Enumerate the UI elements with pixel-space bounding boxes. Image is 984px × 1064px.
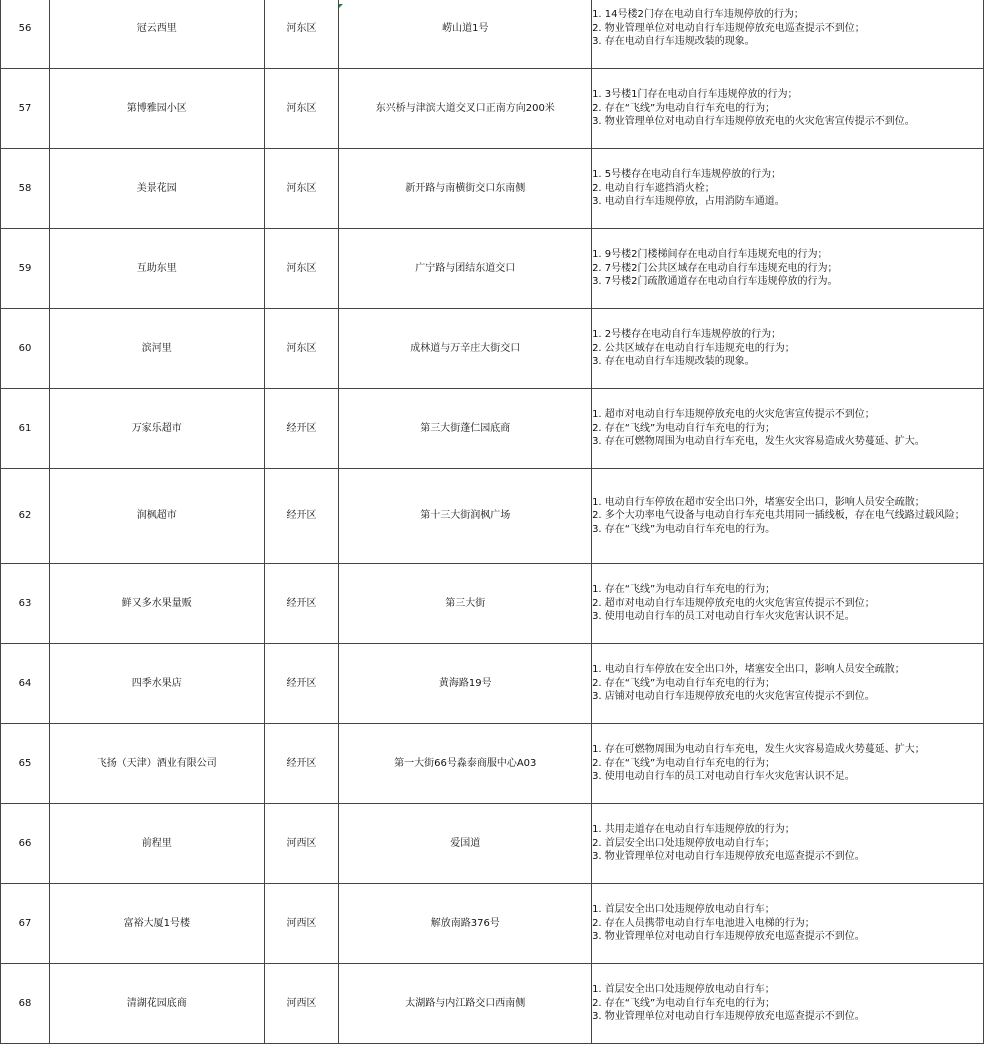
issues-cell[interactable] [592,884,984,964]
row-number-cell[interactable]: 62 [1,469,50,564]
issues-cell[interactable] [592,229,984,309]
issue-line: 2. 多个大功率电气设备与电动自行车充电共用同一插线板，存在电气线路过载风险； [592,510,965,522]
table-row [1,884,984,964]
issue-line: 1. 电动自行车停放在超市安全出口外，堵塞安全出口，影响人员安全疏散； [592,496,925,508]
issue-line: 1. 14号楼2门存在电动自行车违规停放的行为； [592,9,804,21]
issue-line: 2. 物业管理单位对电动自行车违规停放充电巡查提示不到位； [592,22,865,34]
district-cell[interactable]: 河西区 [264,804,339,884]
issue-line: 1. 首层安全出口处违规停放电动自行车； [592,984,775,996]
table-row [1,724,984,804]
issue-line: 1. 超市对电动自行车违规停放充电的火灾危害宣传提示不到位； [592,409,875,421]
table-body [1,0,984,1044]
issue-line: 3. 使用电动自行车的员工对电动自行车火灾危害认识不足。 [592,611,855,623]
district-cell[interactable]: 经开区 [264,564,339,644]
table-row [1,564,984,644]
issue-line: 3. 7号楼2门疏散通道存在电动自行车违规停放的行为。 [592,276,838,288]
table-row [1,964,984,1044]
issues-cell[interactable] [592,389,984,469]
address-cell[interactable]: 第三大街 [339,564,592,644]
issues-cell[interactable] [592,469,984,564]
row-number-cell[interactable]: 64 [1,644,50,724]
district-cell[interactable]: 河东区 [264,309,339,389]
issues-cell[interactable] [592,804,984,884]
table-row [1,804,984,884]
issue-line: 1. 首层安全出口处违规停放电动自行车； [592,904,775,916]
issue-line: 3. 物业管理单位对电动自行车违规停放充电巡查提示不到位。 [592,1011,865,1023]
issue-line: 3. 物业管理单位对电动自行车违规停放充电巡查提示不到位。 [592,851,865,863]
district-cell[interactable]: 经开区 [264,469,339,564]
address-cell[interactable]: 东兴桥与津滨大道交叉口正南方向200米 [339,69,592,149]
district-cell[interactable]: 河东区 [264,149,339,229]
address-cell[interactable]: 第三大街蓬仁园底商 [339,389,592,469]
issues-cell[interactable] [592,564,984,644]
issues-cell[interactable] [592,724,984,804]
issue-line: 3. 存在“飞线”为电动自行车充电的行为。 [592,523,776,535]
table-row [1,389,984,469]
issue-line: 1. 5号楼存在电动自行车违规停放的行为； [592,169,782,181]
table-row [1,0,984,69]
table-row [1,469,984,564]
location-name-cell[interactable]: 前程里 [49,804,264,884]
address-cell[interactable]: 第十三大街润枫广场 [339,469,592,564]
row-number-cell[interactable]: 58 [1,149,50,229]
issue-line: 3. 电动自行车违规停放，占用消防车通道。 [592,196,785,208]
address-cell[interactable]: 第一大街66号淼泰商服中心A03 [339,724,592,804]
location-name-cell[interactable]: 润枫超市 [49,469,264,564]
location-name-cell[interactable]: 鲜又多水果量贩 [49,564,264,644]
address-cell[interactable]: 解放南路376号 [339,884,592,964]
issue-line: 2. 存在“飞线”为电动自行车充电的行为； [592,757,776,769]
row-number-cell[interactable]: 65 [1,724,50,804]
row-number-cell[interactable]: 56 [1,0,50,69]
table-row [1,69,984,149]
issue-line: 3. 存在电动自行车违规改装的现象。 [592,356,755,368]
district-cell[interactable]: 经开区 [264,389,339,469]
table-row [1,644,984,724]
row-number-cell[interactable]: 61 [1,389,50,469]
district-cell[interactable]: 河西区 [264,884,339,964]
row-number-cell[interactable]: 59 [1,229,50,309]
issue-line: 2. 公共区域存在电动自行车违规充电的行为； [592,342,795,354]
address-cell[interactable]: 爱国道 [339,804,592,884]
table-row [1,149,984,229]
issue-line: 2. 存在“飞线”为电动自行车充电的行为； [592,102,776,114]
district-cell[interactable]: 河东区 [264,229,339,309]
issues-cell[interactable] [592,0,984,69]
district-cell[interactable]: 河东区 [264,0,339,69]
issue-line: 3. 物业管理单位对电动自行车违规停放充电的火灾危害宣传提示不到位。 [592,116,915,128]
issue-line: 1. 存在可燃物周围为电动自行车充电，发生火灾容易造成火势蔓延、扩大； [592,744,925,756]
location-name-cell[interactable]: 清湖花园底商 [49,964,264,1044]
address-cell[interactable]: 广宁路与团结东道交口 [339,229,592,309]
address-cell[interactable]: 太湖路与内江路交口西南侧 [339,964,592,1044]
issues-cell[interactable] [592,309,984,389]
location-name-cell[interactable]: 滨河里 [49,309,264,389]
row-number-cell[interactable]: 67 [1,884,50,964]
row-number-cell[interactable]: 68 [1,964,50,1044]
issue-line: 2. 7号楼2门公共区域存在电动自行车违规充电的行为； [592,262,838,274]
location-name-cell[interactable]: 美景花园 [49,149,264,229]
district-cell[interactable]: 河东区 [264,69,339,149]
district-cell[interactable]: 经开区 [264,644,339,724]
address-cell[interactable]: 崂山道1号 [339,0,592,69]
issue-line: 2. 存在“飞线”为电动自行车充电的行为； [592,422,776,434]
issue-line: 2. 存在“飞线”为电动自行车充电的行为； [592,677,776,689]
issue-line: 1. 3号楼1门存在电动自行车违规停放的行为； [592,89,798,101]
issue-line: 3. 存在可燃物周围为电动自行车充电，发生火灾容易造成火势蔓延、扩大。 [592,436,925,448]
row-number-cell[interactable]: 63 [1,564,50,644]
issue-line: 1. 存在“飞线”为电动自行车充电的行为； [592,584,776,596]
issue-line: 2. 存在“飞线”为电动自行车充电的行为； [592,997,776,1009]
table-row [1,309,984,389]
location-name-cell[interactable]: 万家乐超市 [49,389,264,469]
issue-line: 3. 店铺对电动自行车违规停放充电的火灾危害宣传提示不到位。 [592,691,875,703]
row-number-cell[interactable]: 66 [1,804,50,884]
issue-line: 3. 存在电动自行车违规改装的现象。 [592,36,755,48]
issue-line: 2. 存在人员携带电动自行车电池进入电梯的行为； [592,917,815,929]
district-cell[interactable]: 河西区 [264,964,339,1044]
issue-line: 1. 9号楼2门楼梯间存在电动自行车违规充电的行为； [592,249,828,261]
issue-line: 2. 首层安全出口处违规停放电动自行车； [592,837,775,849]
issue-line: 2. 超市对电动自行车违规停放充电的火灾危害宣传提示不到位； [592,597,875,609]
issue-line: 1. 电动自行车停放在安全出口外，堵塞安全出口，影响人员安全疏散； [592,664,905,676]
address-cell[interactable]: 新开路与南横街交口东南侧 [339,149,592,229]
issue-line: 2. 电动自行车遮挡消火栓； [592,182,715,194]
issue-line: 1. 共用走道存在电动自行车违规停放的行为； [592,824,795,836]
address-cell[interactable]: 黄海路19号 [339,644,592,724]
issue-line: 1. 2号楼存在电动自行车违规停放的行为； [592,329,782,341]
issues-cell[interactable] [592,644,984,724]
location-name-cell[interactable]: 四季水果店 [49,644,264,724]
table-row [1,229,984,309]
issues-cell[interactable] [592,149,984,229]
location-name-cell[interactable]: 飞扬（天津）酒业有限公司 [49,724,264,804]
location-name-cell[interactable]: 互助东里 [49,229,264,309]
district-cell[interactable]: 经开区 [264,724,339,804]
row-number-cell[interactable]: 60 [1,309,50,389]
location-name-cell[interactable]: 冠云西里 [49,0,264,69]
location-name-cell[interactable]: 第博雅园小区 [49,69,264,149]
row-number-cell[interactable]: 57 [1,69,50,149]
issues-cell[interactable] [592,69,984,149]
issue-line: 3. 物业管理单位对电动自行车违规停放充电巡查提示不到位。 [592,931,865,943]
location-name-cell[interactable]: 富裕大厦1号楼 [49,884,264,964]
issue-line: 3. 使用电动自行车的员工对电动自行车火灾危害认识不足。 [592,771,855,783]
issues-cell[interactable] [592,964,984,1044]
address-cell[interactable]: 成林道与万辛庄大街交口 [339,309,592,389]
